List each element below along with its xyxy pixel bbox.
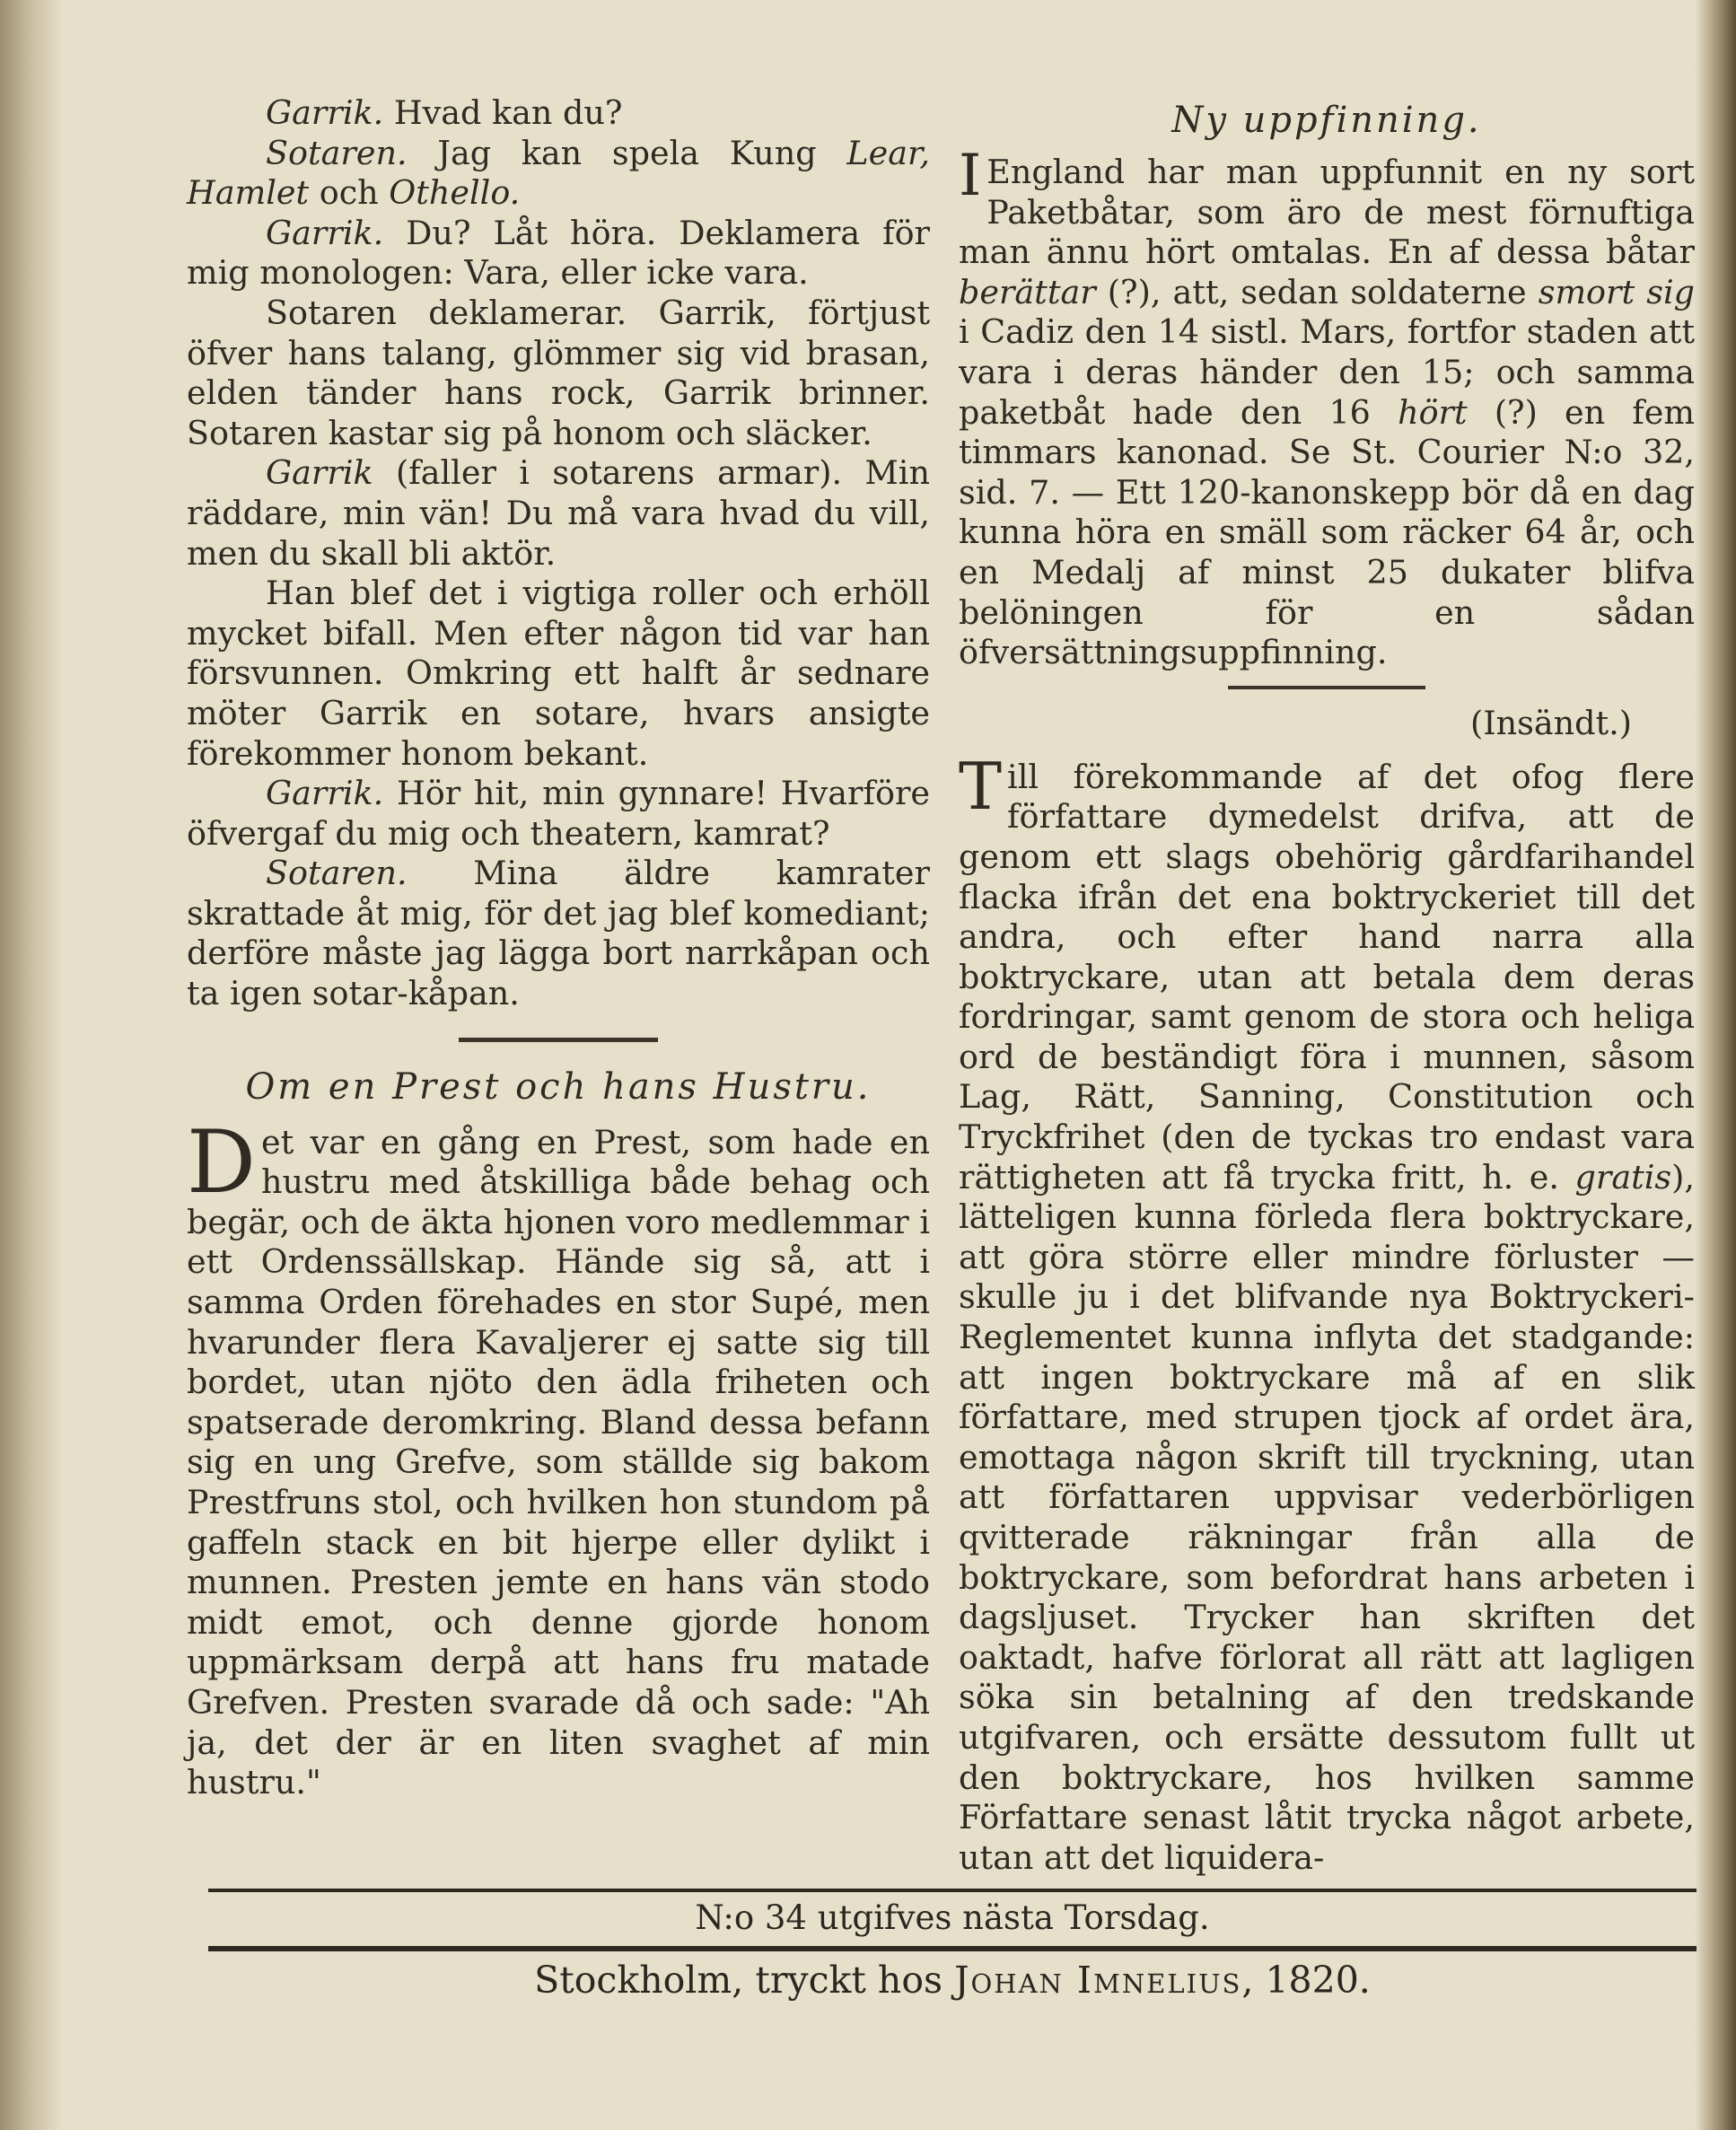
article-text: (?) en fem timmars kanonad. Se St. Courier N:o 32, sid. 7. — Ett 120-kanonskepp bör då en dag kunna höra en smäll som räcker 64 år, och en Medalj af minst 25 dukater blifva belöningen för en sådan öfversättningsuppfinning.: [959, 392, 1695, 672]
dialogue-line: [187, 214, 930, 294]
story-text: et var en gång en Prest, som hade en hustru med åtskilliga både behag och begär, och de äkta hjonen voro medlemmar i ett Ordenssällskap. Hände sig så, att i samma Orden förehades en stor Supé, men hvarunder flera Kavaljerer ej satte sig till bordet, utan njöto den ädla friheten och spatserade deromkring. Bland dessa befann sig en ung Grefve, som ställde sig bakom Prestfruns stol, och hvilken hon stundom på gaffeln stack en bit hjerpe eller dylikt i munnen. Presten jemte en hans vän stodo midt emot, och denne gjorde honom uppmärksam derpå att hans fru matade Grefven. Presten svarade då och sade: "Ah ja, det der är en liten svaghet af min hustru.": [187, 1122, 930, 1802]
right-column: [959, 93, 1695, 1878]
speaker-name: Sotaren.: [266, 854, 408, 893]
dialogue-text: Mina äldre kamrater skrattade åt mig, för det jag blef komediant; derföre måste jag lägga bort narrkåpan och ta igen sotar-kåpan.: [187, 854, 930, 1013]
dialogue-line: [187, 854, 930, 1013]
article-text: (?), att, sedan soldaterne: [1095, 272, 1539, 311]
drop-cap: T: [959, 748, 1003, 824]
play-title: Othello.: [389, 173, 521, 213]
notice-text: ill förekommande af det ofog flere författare dymedelst drifva, att de genom ett slags obehörig gårdfarihandel flacka ifrån det ena boktryckeriet till det andra, och efter hand narra alla boktryckare, utan att betala dem deras fordringar, samt genom de stora och heliga ord de beständigt föra i munnen, såsom Lag, Rätt, Sanning, Constitution och Tryckfrihet (den de tyckas tro endast vara rättigheten att få trycka fritt, h. e.: [959, 757, 1695, 1196]
drop-cap: I: [959, 143, 982, 209]
dialogue-text: (faller i sotarens armar). Min räddare, min vän! Du må vara hvad du vill, men du skall bli aktör.: [187, 453, 930, 573]
article-heading: Ny uppfinning.: [1171, 100, 1482, 141]
article-text: i Cadiz den 14 sistl. Mars, fortfor staden att vara i deras händer den 15; och samma paketbåt hade den 16: [959, 312, 1695, 432]
dialogue-text: Hvad kan du?: [393, 93, 623, 132]
article-emphasis: berättar: [959, 272, 1096, 311]
stage-direction: Sotaren deklamerar. Garrik, förtjust öfver hans talang, glömmer sig vid brasan, elden tänder hans rock, Garrik brinner. Sotaren kastar sig på honom och släcker.: [187, 293, 930, 452]
next-issue-notice: N:o 34 utgifves nästa Torsdag.: [695, 1898, 1210, 1937]
dialogue-text: Hör hit, min gynnare! Hvarföre öfvergaf du mig och theatern, kamrat?: [187, 774, 931, 853]
speaker-name: Sotaren.: [266, 133, 408, 172]
speaker-name: Garrik.: [266, 213, 384, 252]
left-column: [187, 93, 930, 1803]
dialogue-text: Jag kan spela Kung: [437, 133, 847, 172]
dialogue-text: och: [309, 173, 390, 213]
drop-cap: D: [187, 1111, 256, 1213]
page-binding-shadow: [0, 0, 63, 2130]
article-heading: Om en Prest och hans Hustru.: [245, 1065, 872, 1108]
notice-paragraph: [959, 748, 1695, 1879]
play-title: Lear,: [846, 133, 930, 172]
article-text: England har man uppfunnit en ny sort Paketbåtar, som äro de mest förnuftiga man ännu hört omtalas. En af dessa båtar: [959, 153, 1695, 272]
notice-emphasis: gratis: [1574, 1157, 1672, 1196]
imprint-line: [208, 1955, 1697, 2005]
printer-name: Johan Imnelius: [954, 1959, 1242, 2002]
contributed-label: (Insändt.): [1469, 703, 1632, 742]
speaker-name: Garrik: [266, 453, 373, 493]
story-paragraph: [187, 1111, 930, 1803]
imprint-year: , 1820.: [1241, 1959, 1371, 2002]
section-divider: [1228, 686, 1425, 689]
dialogue-line: [187, 453, 930, 574]
dialogue-line: [187, 93, 930, 134]
footer-rule-top: [208, 1889, 1697, 1892]
imprint-text: Stockholm, tryckt hos: [534, 1959, 955, 2002]
article-emphasis: smort sig: [1538, 272, 1695, 311]
notice-text: ), lätteligen kunna förleda flera boktryckare, att göra större eller mindre förluster — skulle ju i det blifvande nya Boktryckeri-Reglementet kunna inflyta det stadgande: att ingen boktryckare må af en slik författare, med strupen tjock af ordet ära, emottaga någon skrift till tryckning, utan att författaren uppvisar vederbörligen qvitterade räkningar från alla de boktryckare, som befordrat hans arbeten i dagsljuset. Trycker han skriften det oaktadt, hafve förlorat all rätt att lagligen söka sin betalning af den tredskande utgifvaren, och ersätte dessutom fullt ut den boktryckare, hos hvilken samme Författare senast låtit trycka något arbete, utan att det liquidera-: [959, 1157, 1695, 1877]
speaker-name: Garrik.: [266, 774, 384, 813]
narrative-paragraph: Han blef det i vigtiga roller och erhöll mycket bifall. Men efter någon tid var han försvunnen. Omkring ett halft år sednare möter Garrik en sotare, hvars ansigte förekommer honom bekant.: [187, 574, 930, 773]
dialogue-line: [187, 134, 930, 214]
section-divider: [459, 1038, 658, 1042]
speaker-name: Garrik.: [266, 93, 384, 132]
dialogue-text: Du? Låt höra. Deklamera för mig monologen: Vara, eller icke vara.: [187, 213, 931, 293]
page-edge-shadow: [1695, 0, 1736, 2130]
article-emphasis: hört: [1398, 392, 1468, 432]
footer-rule-middle: [208, 1946, 1697, 1951]
dialogue-line: [187, 774, 930, 854]
article-paragraph: [959, 143, 1695, 673]
play-title: Hamlet: [187, 173, 310, 213]
